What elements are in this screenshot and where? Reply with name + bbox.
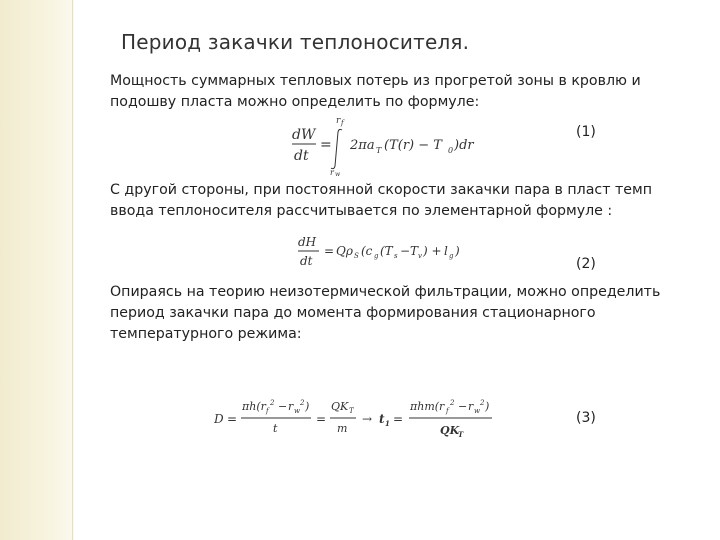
- svg-text:−: −: [278, 400, 288, 413]
- formula-2: [298, 234, 478, 278]
- svg-text:dt: dt: [294, 148, 309, 164]
- svg-text:t: t: [273, 422, 278, 435]
- paragraph-injection-rate: С другой стороны, при постоянной скорости закачки пара в пласт темп ввода теплоносителя рассчитывается по элементарной формуле :: [110, 182, 652, 219]
- svg-text:g: g: [449, 252, 454, 260]
- svg-text:f: f: [266, 407, 269, 415]
- svg-text:2πa: 2πa: [350, 138, 375, 153]
- svg-text:QK: QK: [440, 424, 460, 437]
- svg-text:=: =: [320, 137, 332, 153]
- formula-3-svg: [214, 396, 544, 442]
- svg-text:=: =: [227, 412, 238, 426]
- svg-text:T: T: [376, 146, 382, 155]
- svg-text:−: −: [458, 400, 468, 413]
- slide-title: Период закачки теплоносителя.: [121, 30, 470, 54]
- svg-text:=: =: [324, 244, 335, 258]
- svg-text:r: r: [330, 168, 334, 176]
- equation-number-1: (1): [576, 124, 596, 140]
- svg-text:2: 2: [270, 399, 275, 407]
- svg-text:2: 2: [300, 399, 305, 407]
- svg-text:g: g: [374, 252, 379, 260]
- svg-text:dW: dW: [292, 127, 316, 143]
- svg-text:−: −: [400, 244, 411, 258]
- svg-text:): ): [455, 244, 460, 258]
- paragraph-injection-period: Опираясь на теорию неизотермической фильтрации, можно определить период закачки пара до момента формирования стационарного температурного режима:: [110, 284, 661, 342]
- formula-1-svg: [292, 114, 482, 176]
- svg-text:f: f: [446, 407, 449, 415]
- svg-text:1: 1: [385, 419, 390, 428]
- svg-text:w: w: [335, 171, 341, 176]
- formula-1: [292, 114, 482, 180]
- svg-text:Qρ: Qρ: [336, 244, 353, 258]
- svg-text:) +: ) +: [423, 244, 442, 258]
- svg-text:0: 0: [448, 146, 454, 155]
- left-decorative-band: [0, 0, 74, 540]
- svg-text:r: r: [468, 400, 474, 413]
- svg-text:QK: QK: [331, 400, 349, 413]
- band-divider: [72, 0, 73, 540]
- svg-text:l: l: [444, 244, 448, 258]
- svg-text:t: t: [379, 412, 385, 426]
- formula-3: [214, 396, 544, 446]
- svg-text:S: S: [354, 252, 359, 260]
- svg-text:): ): [305, 400, 310, 413]
- svg-text:2: 2: [480, 399, 485, 407]
- svg-text:f: f: [341, 119, 344, 127]
- equation-number-3: (3): [576, 410, 596, 426]
- svg-text:T: T: [410, 244, 419, 258]
- svg-text:(c: (c: [361, 244, 373, 258]
- svg-text:D: D: [214, 412, 224, 426]
- svg-text:r: r: [336, 116, 341, 126]
- svg-text:)dr: )dr: [454, 138, 474, 153]
- svg-text:s: s: [394, 252, 398, 260]
- formula-2-svg: [298, 234, 478, 274]
- svg-text:v: v: [418, 252, 422, 260]
- svg-text:(T: (T: [380, 244, 393, 258]
- svg-text:(T(r) − T: (T(r) − T: [384, 138, 442, 153]
- svg-text:=: =: [316, 412, 327, 426]
- svg-text:): ): [485, 400, 490, 413]
- paragraph-heat-loss: Мощность суммарных тепловых потерь из прогретой зоны в кровлю и подошву пласта можно определить по формуле:: [110, 73, 641, 110]
- svg-text:2: 2: [450, 399, 455, 407]
- svg-text:πhm(r: πhm(r: [410, 400, 445, 413]
- svg-text:T: T: [349, 407, 354, 415]
- equation-number-2: (2): [576, 256, 596, 272]
- svg-text:w: w: [294, 407, 300, 415]
- svg-text:w: w: [474, 407, 480, 415]
- svg-text:dt: dt: [300, 254, 313, 268]
- svg-text:r: r: [288, 400, 294, 413]
- svg-text:→: →: [362, 412, 373, 426]
- svg-text:πh(r: πh(r: [242, 400, 266, 413]
- svg-text:m: m: [337, 422, 348, 435]
- svg-text:=: =: [393, 412, 404, 426]
- svg-text:T: T: [458, 430, 464, 439]
- svg-text:dH: dH: [298, 235, 317, 249]
